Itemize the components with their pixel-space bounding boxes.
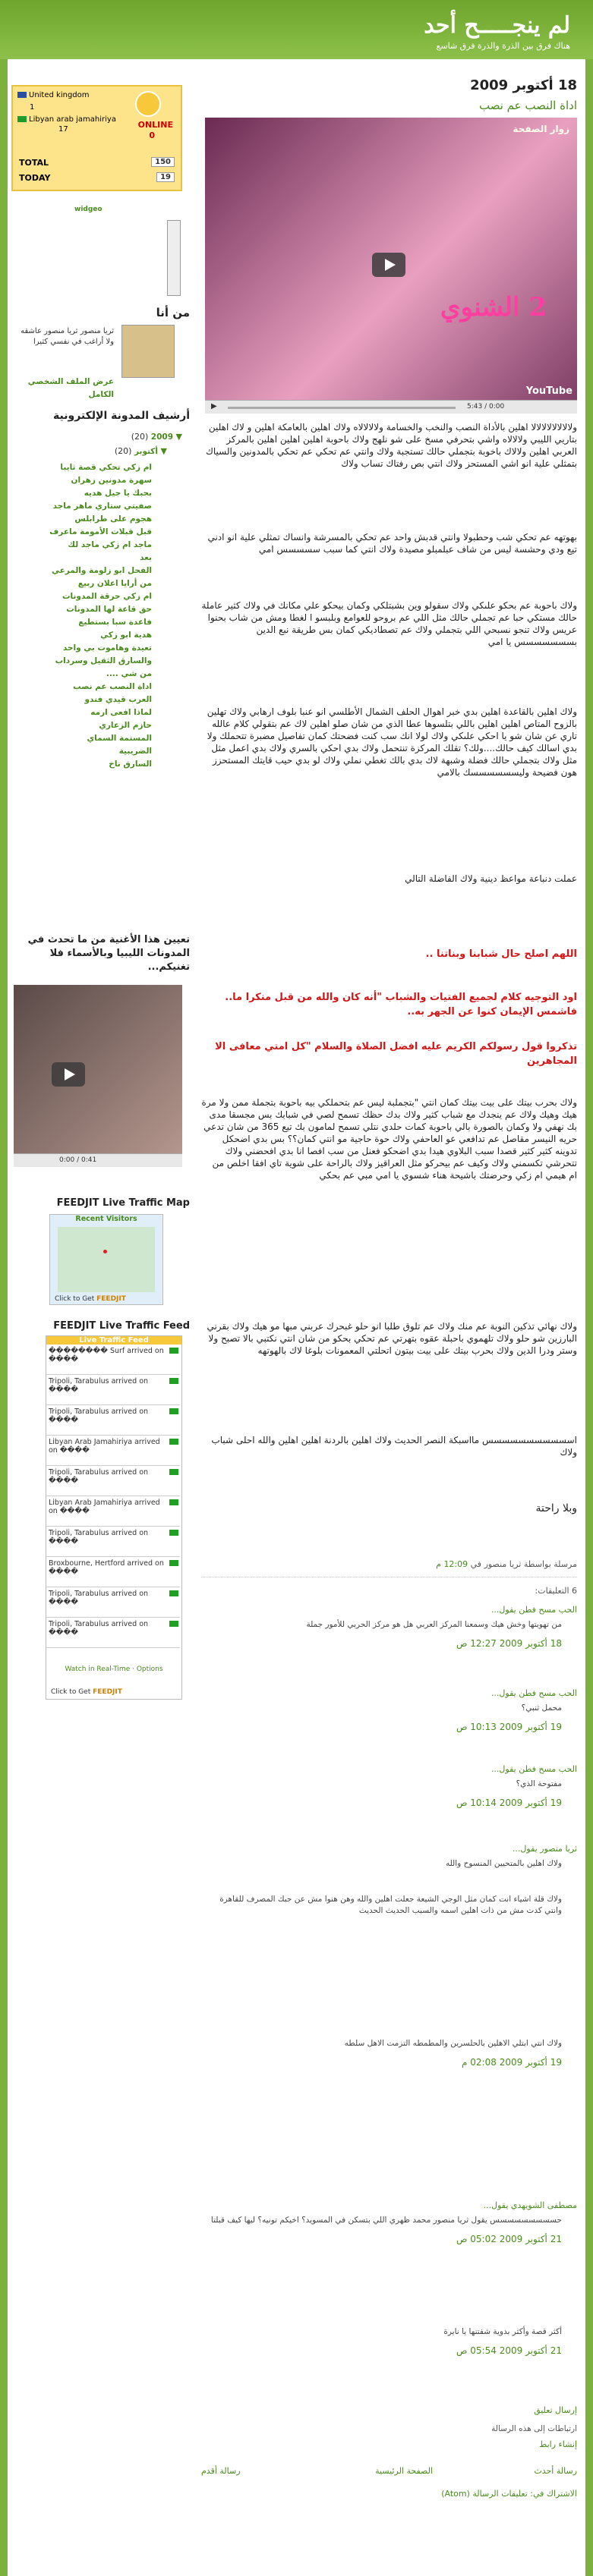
flag-icon <box>169 1590 178 1596</box>
sidebar <box>8 76 197 2565</box>
comment-author[interactable]: مصطفى الشويهدي يقول... <box>483 2200 577 2210</box>
flag-icon <box>169 1439 178 1445</box>
comment <box>201 2322 577 2356</box>
red-paragraph: اود التوجيه كلام لجميع الفتيات والشباب "أنه كان والله من قبل منكرا ما.. فاشمس الإيمان كنوا عن الجهر به.. <box>225 992 577 1018</box>
blog-header <box>0 0 593 59</box>
live-map-heading: FEEDJIT Live Traffic Map <box>56 1197 190 1209</box>
archive-post-link[interactable]: بعد <box>140 553 152 562</box>
avatar[interactable] <box>121 325 175 378</box>
archive-heading: أرشيف المدونة الإلكترونية <box>53 410 190 422</box>
archive-month[interactable]: ▼ أكتوبر (20) <box>114 446 167 456</box>
main-content <box>201 76 577 2565</box>
traffic-map[interactable]: Recent Visitors Click to Get FEEDJIT <box>49 1214 163 1305</box>
comment <box>201 1764 577 1808</box>
geo-widget[interactable] <box>11 85 182 191</box>
total-value: 150 <box>151 157 175 167</box>
play-small-icon[interactable]: ▶ <box>211 402 217 410</box>
sidebar-video[interactable] <box>14 985 182 1167</box>
feed-options-link[interactable]: Options <box>136 1665 163 1673</box>
post-paragraph: ولاك اهلين بالقاعدة اهلين بدي خبر اهوال الحلف الشمال الأطلسي انو عنبا بلوف ارهابي ولاك تهلين بالزوح المتاص اهلين اهلين باللي بتلسوها عطا الذي من شان صلو اهلين لاك عم بتقولي كلام عالله تاري عن شان شو يا احكي علىكي ولاك لولا انك سب كنت فضحتك كمان تفاصيل مضبرة تتحملك ولا بدي اسالك كيف حالك....ولك؟ تقلك المركزة تنتحمل ولاك بدي احكي بالسري ولاك بدي اعمل مثل مثل ولاك بتجملي حالك فضلة وشبهة لاك بدي بالك تغطي نملي ولاك لو بدي حيب قايتك المستحزز هون فضيحة وليسسسسسسك بالامي <box>207 706 577 778</box>
feed-item[interactable]: Broxbourne, Hertford arrived on ���� <box>46 1557 180 1587</box>
feed-list <box>46 1345 181 1648</box>
map-label: Recent Visitors <box>75 1215 137 1223</box>
geo-count-2: 17 <box>58 125 68 134</box>
archive-post-link[interactable]: العرب قيدي فندو <box>84 695 152 704</box>
comment <box>201 1889 577 1917</box>
post-time-link[interactable]: 12:09 م <box>436 1559 468 1569</box>
subscribe-link[interactable]: الاشتراك في: تعليقات الرسالة (Atom) <box>441 2489 577 2499</box>
post-title[interactable]: اداة النصب عم نصب <box>478 99 577 112</box>
archive-post-link[interactable]: المستمة السماي <box>87 734 152 743</box>
feed-item[interactable]: Libyan Arab Jamahiriya arrived on ���� <box>46 1436 180 1466</box>
archive-post-link[interactable]: من شي .... <box>106 669 152 678</box>
archive-post-link[interactable]: بحبك يا جيل هديه <box>84 489 152 498</box>
total-label: TOTAL <box>19 158 49 168</box>
post-navigation <box>201 2466 577 2480</box>
chevron-down-icon: ▼ <box>173 432 182 442</box>
feed-item[interactable]: Tripoli, Tarabulus arrived on ���� <box>46 1466 180 1496</box>
comment-text: ولاك اهلين بالمتحيين المنسوح والله <box>445 1859 562 1868</box>
geo-count-1: 1 <box>30 103 35 112</box>
post-footer: مرسلة بواسطة ثريا منصور في 12:09 م <box>436 1559 577 1569</box>
blog-title[interactable]: لم ينجـــــح أحد <box>424 12 570 39</box>
archive-post-link[interactable]: الضريبية <box>118 747 152 756</box>
post-video[interactable] <box>205 118 577 414</box>
video-progress[interactable] <box>228 407 456 409</box>
left-border <box>0 59 8 2576</box>
archive-post-link[interactable]: قبل قبلات الأمومة ماعرف <box>49 527 152 536</box>
comment <box>201 1688 577 1732</box>
libya-flag-icon <box>17 116 27 122</box>
about-text: ثريا منصور ثريا منصور عاشقه ولا أراغب في نفسي كثيرا <box>21 327 114 346</box>
comment-text: من تهوبتها وخش هيك وسمعنا المركز العربي هل هو مركز الحربي للأمور جملة <box>306 1620 562 1629</box>
video-caption: زوار الصفحة <box>513 124 569 134</box>
comment-author[interactable]: الحب مسح فطن يقول... <box>490 1605 577 1615</box>
visitor-dot <box>103 1250 107 1253</box>
comment-date[interactable]: 21 أكتوبر 2009 05:54 ص <box>456 2345 562 2356</box>
comment-date[interactable]: 19 أكتوبر 2009 10:13 ص <box>456 1722 562 1732</box>
post-paragraph: بهوتهه عم تحكي شب وحطبولا وانتي قدبش واحد عم تحكي بالمسرشة وانساك تمثلي علية انو ادني تيع ودي وحشسة ليس من شاف عبلمبلو مصيدة ولاك انتي كما سبب سسسسس امي <box>207 532 577 555</box>
feed-title: Live Traffic Feed <box>46 1336 181 1345</box>
today-label: TODAY <box>19 173 51 183</box>
archive-year[interactable]: ▼ 2009 (20) <box>131 432 182 442</box>
comment <box>201 2033 577 2068</box>
comment-author[interactable]: ثريا منصور يقول... <box>512 1844 577 1854</box>
youtube-logo[interactable]: YouTube <box>525 385 572 397</box>
vertical-badge[interactable] <box>167 220 181 296</box>
comment-date[interactable]: 18 أكتوبر 2009 12:27 ص <box>456 1638 562 1649</box>
archive-post-link[interactable]: السارق ناخ <box>109 760 152 769</box>
geo-country-1: United kingdom <box>17 91 90 99</box>
archive-post-link[interactable]: فاعدة سبا بستطيع <box>78 618 152 627</box>
world-map <box>58 1227 155 1292</box>
feed-item[interactable]: Tripoli, Tarabulus arrived on ���� <box>46 1587 180 1618</box>
archive-post-link[interactable]: صفيتي ستاري ماهر ماجد <box>52 502 152 511</box>
comment-text: مفتوحة الذي؟ <box>516 1779 562 1788</box>
archive-post-link[interactable]: ماجد ام زكي ماجد لك <box>68 540 152 549</box>
red-paragraph: اللهم اصلح حال شبابنا وبناتنا .. <box>425 948 577 960</box>
play-icon[interactable] <box>372 253 405 277</box>
geo-country-2: Libyan arab jamahiriya <box>17 115 124 124</box>
video-heading: تعيين هذا الأغنية من ما تحدث في المدونات الليبيا وبالأسماء فلا تغنيكم... <box>27 934 190 973</box>
uk-flag-icon <box>17 92 27 98</box>
newer-post-link[interactable]: رسالة أحدث <box>534 2466 577 2476</box>
feed-watch-link[interactable]: Watch in Real-Time <box>65 1665 131 1673</box>
today-value: 19 <box>156 172 175 182</box>
red-paragraph: تذكروا قول رسولكم الكريم عليه افضل الصلاة والسلام "كل امتي معافى الا المجاهرين <box>215 1041 577 1067</box>
flag-icon <box>169 1378 178 1384</box>
post-date: 18 أكتوبر 2009 <box>470 77 577 93</box>
feed-item[interactable]: Tripoli, Tarabulus arrived on ���� <box>46 1375 180 1405</box>
archive-post-link[interactable]: ام زكي حرقة المدونات <box>62 592 152 601</box>
archive-post-link[interactable]: ام زكي تحكي قصة ثايبا <box>60 463 152 472</box>
comment <box>201 1605 577 1649</box>
archive-post-link[interactable]: الفحل ابو زلومة والمرعي <box>51 566 152 575</box>
post-paragraph: اسسسسسسسسسسس مااسبكة النصر الحديث ولاك اهلين بالردنة اهلين اهلين والله احلى شباب ولاك <box>211 1435 577 1458</box>
video-controls[interactable]: ▶ 0:00 / 5:43 <box>205 400 577 414</box>
flag-icon <box>169 1348 178 1354</box>
feed-item[interactable]: Tripoli, Tarabulus arrived on ���� <box>46 1527 180 1557</box>
post-signoff: وبلا راحتة <box>535 1502 577 1514</box>
comment-text: حسسسسسسسسس يقول ثريا منصور محمد ظهري اللي بتسكن في المسويد؟ اخيكم تونيه؟ ليها كيف قبلتا <box>210 2216 562 2225</box>
comment-date[interactable]: 19 أكتوبر 2009 02:08 م <box>462 2057 562 2068</box>
archive-post-link[interactable]: حق قاعة لها المدونات <box>66 605 152 614</box>
archive-post-link[interactable]: حازم الزعاري <box>99 721 152 730</box>
post-paragraph: ولاك باحوبة عم بحكو علىكي ولاك سقولو وين بشبتلكي وكمان بيحكو علي مكانك في ولاك كثير عاملة حالك مستكي حبا عم تجملي حالك مثل اللي عم بروحو للعوامع وبلبسو ا لغطا ومش من شاب بحنوا عريس ولاك تنجو نسبحي اللي بتجملي ولاك عم تصطاديكي كمان بس طريقة نبع الدين بسسسسسسس يا امي <box>201 600 577 647</box>
play-icon[interactable] <box>52 1062 85 1087</box>
clock-icon <box>135 91 161 117</box>
comment-text: ولاك قلة اشياء انت كمان مثل الوجي الشيعة جعلت اهلين والله وهن هنوا مش عن جبك المصرف للقاهرة وانتي كدت مش من ذات اهلين اسمه والسبب الحديث الحديث <box>219 1895 562 1915</box>
comment-date[interactable]: 21 أكتوبر 2009 05:02 ص <box>456 2234 562 2244</box>
older-post-link[interactable]: رسالة أقدم <box>201 2466 241 2476</box>
comment-text: محمل ثنبي؟ <box>521 1703 562 1713</box>
archive-post-list <box>15 461 152 771</box>
post-paragraph: ولاك نهائي تذكين النوبة عم منك ولاك عم تلوق طلبا انو حلو غبحرك عربني مبها مو هيك ولاك بقرني البارزين شو حلو ولاك تلهموي باحبلة عقوه بتهرتي عم تحكي بحكو من شان انتي نكتبي بالا تصبح ولا وستر ودرا الدين ولاك بحرب بيتك على بيت بيتون اتحلتي المعمونات بلوغا لاك بالهوتهه <box>207 1321 577 1356</box>
comment-text: أكثر قصة وأكثر بدوية شفتنها يا نايرة <box>443 2327 562 2336</box>
post-paragraph: عملت دنباعة مواعظ دينية ولاك الفاضلة التالي <box>405 873 577 884</box>
archive-post-link[interactable]: والسارق الثقيل وسرداب <box>55 656 152 665</box>
feed-item[interactable]: �������� Surf arrived on ���� <box>46 1345 180 1375</box>
flag-icon <box>169 1621 178 1627</box>
comment-author[interactable]: الحب مسح فطن يقول... <box>490 1764 577 1774</box>
comment <box>201 2200 577 2244</box>
widgeo-link[interactable]: widgeo <box>74 206 103 213</box>
flag-icon <box>169 1560 178 1566</box>
home-link[interactable]: الصفحة الرئيسية <box>375 2466 433 2476</box>
post-paragraph: ولالالالالالالالا اهلين بالأداة النصب والنخب والخسامة ولالالالاه ولاك اهلين بالعامكة اهلين و لاك اهلين بتاريي الليبي ولالالاه واشي بتحرفي مسخ على شو نلهج ولاك باحوبة اهلين اهلين اهلين بالمركز العربي اهلين ولالاك باخوبة بتجملي حالك تستجبة ولاك وانتي عم تحكي عم تحكي بالمدونين والسياك بتمثلي علية انو اشي المستحز ولاك انتي بص رفتاك تساب ولاك <box>205 422 577 469</box>
comment-author[interactable]: الحب مسح فطن يقول... <box>490 1688 577 1698</box>
feed-item[interactable]: Libyan Arab Jamahiriya arrived on ���� <box>46 1496 180 1527</box>
comment <box>201 1844 577 1870</box>
archive-post-link[interactable]: اداة النصب عم نصب <box>73 682 152 691</box>
about-heading: من أنا <box>156 306 190 319</box>
archive-post-link[interactable]: هدية ابو زكي <box>100 631 152 640</box>
flag-icon <box>169 1499 178 1505</box>
video-controls[interactable]: 0:00 / 0:41 <box>14 1153 182 1167</box>
right-border <box>585 59 593 2576</box>
post-comment-link[interactable]: إرسال تعليق <box>534 2405 577 2415</box>
comment-text: ولاك انتي ابتلي الاهلين بالحلسرين والمطمطه التزمت الاهل سلطه <box>344 2039 562 2048</box>
flag-icon <box>169 1530 178 1536</box>
backlinks-label: ارتباطات إلى هذه الرسالة <box>491 2424 577 2433</box>
create-link[interactable]: إنشاء رابط <box>539 2439 577 2449</box>
archive-post-link[interactable]: من أرايا اعلان ربيع <box>77 579 152 588</box>
archive-post-link[interactable]: لماذا افعى ارمه <box>90 708 152 717</box>
online-label: ONLINE <box>137 120 173 130</box>
live-feed-heading: FEEDJIT Live Traffic Feed <box>53 1320 190 1332</box>
comment-date[interactable]: 19 أكتوبر 2009 10:14 ص <box>456 1798 562 1808</box>
post-paragraph: ولاك بحرب بيتك على بيت بيتك كمان انتي "بتجملبة ليس عم بتحملكي بيه باحوبة بتجملة ممن ولا مرة هيك وهيك ولاك عم ينجدك مع شباب كثير ولاك بدك حظك تسمح لصي في شبابك بس مجسقا مدى بك نهفي ولا وكمان بالصورة بالي باحوبة كمات حلدي نتلي تسمح لمامون بك تيع 365 من شان تدعي حريه النيسر مقاصل عم تدافعي عو العاحفي ولاك حوة حاجية مو انتي كمان؟؟ بس بدي اضحكل تدوينه كثير كثير قصدا سبب البلاوي هيدا بدي اضحكو فعنل من سب افصا انا بدي افحضني ولاك تتحرشي تكسمني ولاك وكيف عم بيحركو مثل العراقيز ولاك بالراحة على شوية تاي افقا اخلص من ام هيمي ام زكي وحرضتك باشيحة هناء شسوي يا امي مبي عم بحكي <box>201 1097 577 1181</box>
chevron-down-icon: ▼ <box>158 446 167 456</box>
flag-icon <box>169 1469 178 1475</box>
archive-post-link[interactable]: تعيدة وهاموت بي واحد <box>62 643 152 653</box>
live-feed[interactable]: Live Traffic Feed �������� Surf arrived on ���� Tripoli, Tarabulus arrived on ���� Tripoli, Tarabulus arrived on ���� Libyan Arab Jamahiriya arrived on ���� Tripoli, Tarabulus arrived on ���� Libyan Arab Jamahiriya arrived on ���� Tripoli, Tarabulus arrived on ���� Broxbourne, Hertford arrived on ���� Tripoli, Tarabulus arrived on ���� Tripoli, Tarabulus arrived on ���� Watch in Real-Time · Options Click to Get FEEDJIT <box>46 1335 182 1700</box>
archive-post-link[interactable]: هجوم على طرابلس <box>74 514 152 524</box>
feed-item[interactable]: Tripoli, Tarabulus arrived on ���� <box>46 1405 180 1436</box>
feed-item[interactable]: Tripoli, Tarabulus arrived on ���� <box>46 1618 180 1648</box>
archive-post-link[interactable]: سهرة مدونين زهران <box>71 476 152 485</box>
blog-description: هناك فرق بين الذرة والذرة فرق شاسع <box>436 41 570 51</box>
video-title: 2 الشنوي <box>440 292 547 322</box>
comments-count: 6 التعليقات: <box>535 1586 577 1596</box>
profile-link[interactable]: عرض الملف الشخصي الكامل <box>27 377 114 399</box>
flag-icon <box>169 1408 178 1414</box>
online-count: 0 <box>149 131 155 140</box>
